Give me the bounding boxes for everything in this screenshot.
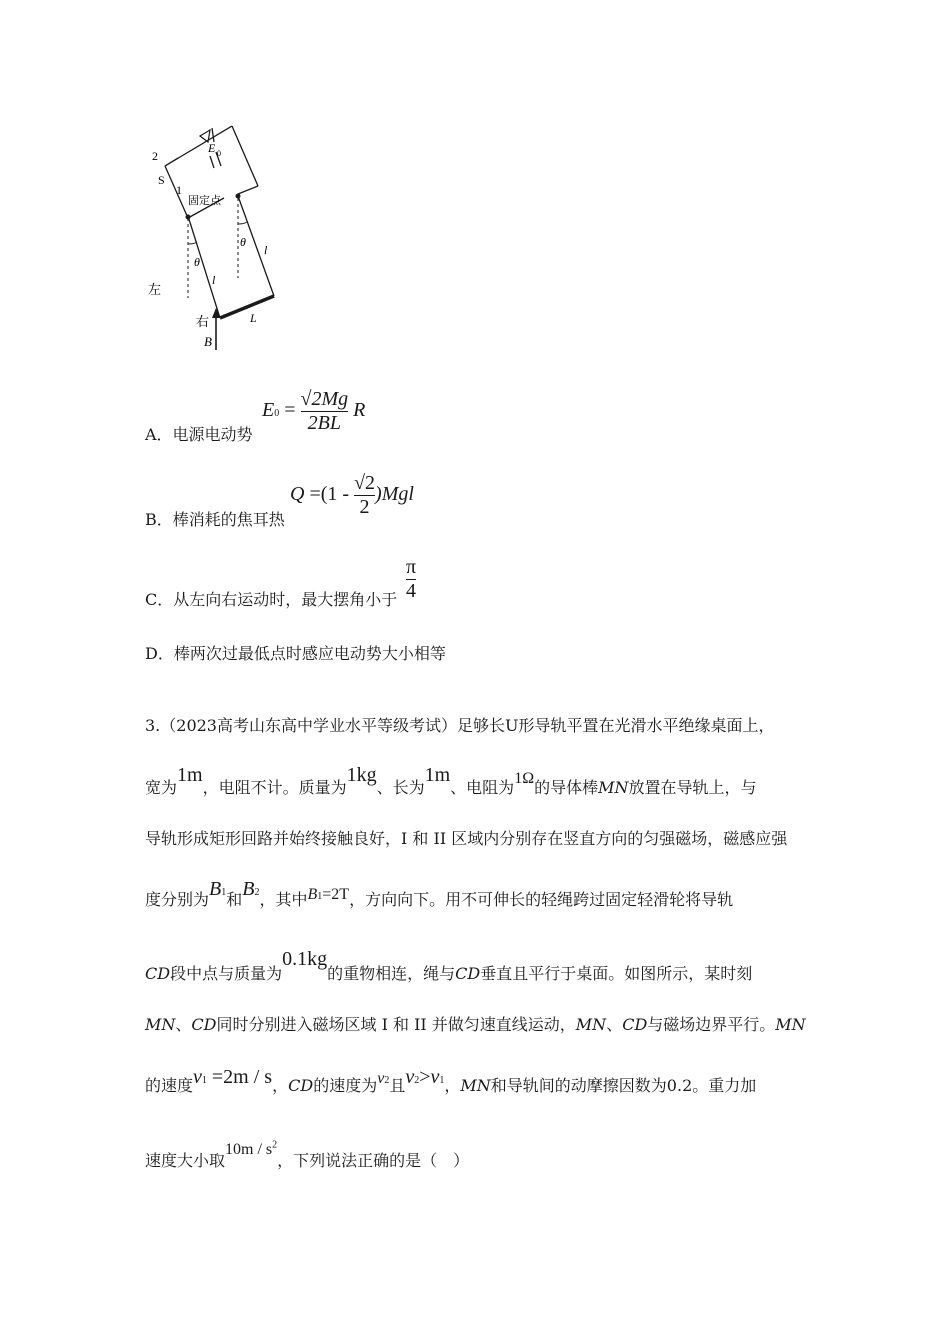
option-c-formula: $\frac{\pi}{4}$: [406, 556, 417, 602]
q3-line-6: MN、CD同时分别进入磁场区域 I 和 II 并做匀速直线运动，MN、CD与磁场边界平行。MN: [145, 1015, 806, 1034]
q3-line-5: CD段中点与质量为0.1kg的重物相连，绳与CD垂直且平行于桌面。如图所示，某时刻: [145, 948, 753, 983]
q3-line-3: 导轨形成矩形回路并始终接触良好，I 和 II 区域内分别存在竖直方向的匀强磁场，磁感应强: [145, 829, 788, 848]
option-a-label: A．电源电动势: [145, 425, 253, 444]
q3-line-8: 速度大小取$10m / s^2$，下列说法正确的是（ ）: [145, 1139, 470, 1170]
length-l-left: l: [212, 273, 216, 287]
length-l-right: l: [264, 243, 268, 257]
switch-label-1: 1: [176, 183, 182, 197]
emf-label: E: [208, 141, 216, 155]
option-b-label: B．棒消耗的焦耳热: [145, 510, 285, 529]
option-d-label: D．棒两次过最低点时感应电动势大小相等: [145, 644, 446, 663]
length-L: L: [250, 311, 257, 325]
option-b-formula: Q =(1 - $\frac{√2}{2}$ )Mgl: [290, 472, 414, 518]
q3-line-1: 3.（2023高考山东高中学业水平等级考试）足够长U形导轨平置在光滑水平绝缘桌面上，: [145, 716, 775, 735]
emf-sub: 0: [217, 149, 221, 158]
q3-line-4: 度分别为B1和B2，其中B1=2T，方向向下。用不可伸长的轻绳跨过固定轻滑轮将导轨: [145, 878, 734, 909]
fixed-point-label: 固定点: [188, 195, 221, 207]
switch-label-s: S: [158, 173, 165, 187]
option-a-formula: E0 = $\frac{√2Mg}{2BL}$ R: [262, 388, 366, 434]
q3-line-2: 宽为1m，电阻不计。质量为1kg、长为1m、电阻为1Ω的导体棒MN放置在导轨上，与: [145, 764, 757, 797]
option-c-label: C．从左向右运动时，最大摆角小于: [145, 590, 398, 609]
q3-line-7: 的速度v1 =2m / s，CD的速度为v2且v2>v1，MN和导轨间的动摩擦因数为0.2。重力加: [145, 1066, 757, 1095]
theta-left: θ: [194, 255, 200, 269]
left-label: 左: [148, 282, 162, 297]
circuit-figure: [140, 118, 290, 358]
pendulum-circuit-diagram: [140, 118, 290, 358]
right-label: 右: [196, 314, 210, 329]
switch-label-2: 2: [152, 149, 158, 163]
field-label: B: [204, 334, 212, 349]
theta-right: θ: [240, 235, 246, 249]
